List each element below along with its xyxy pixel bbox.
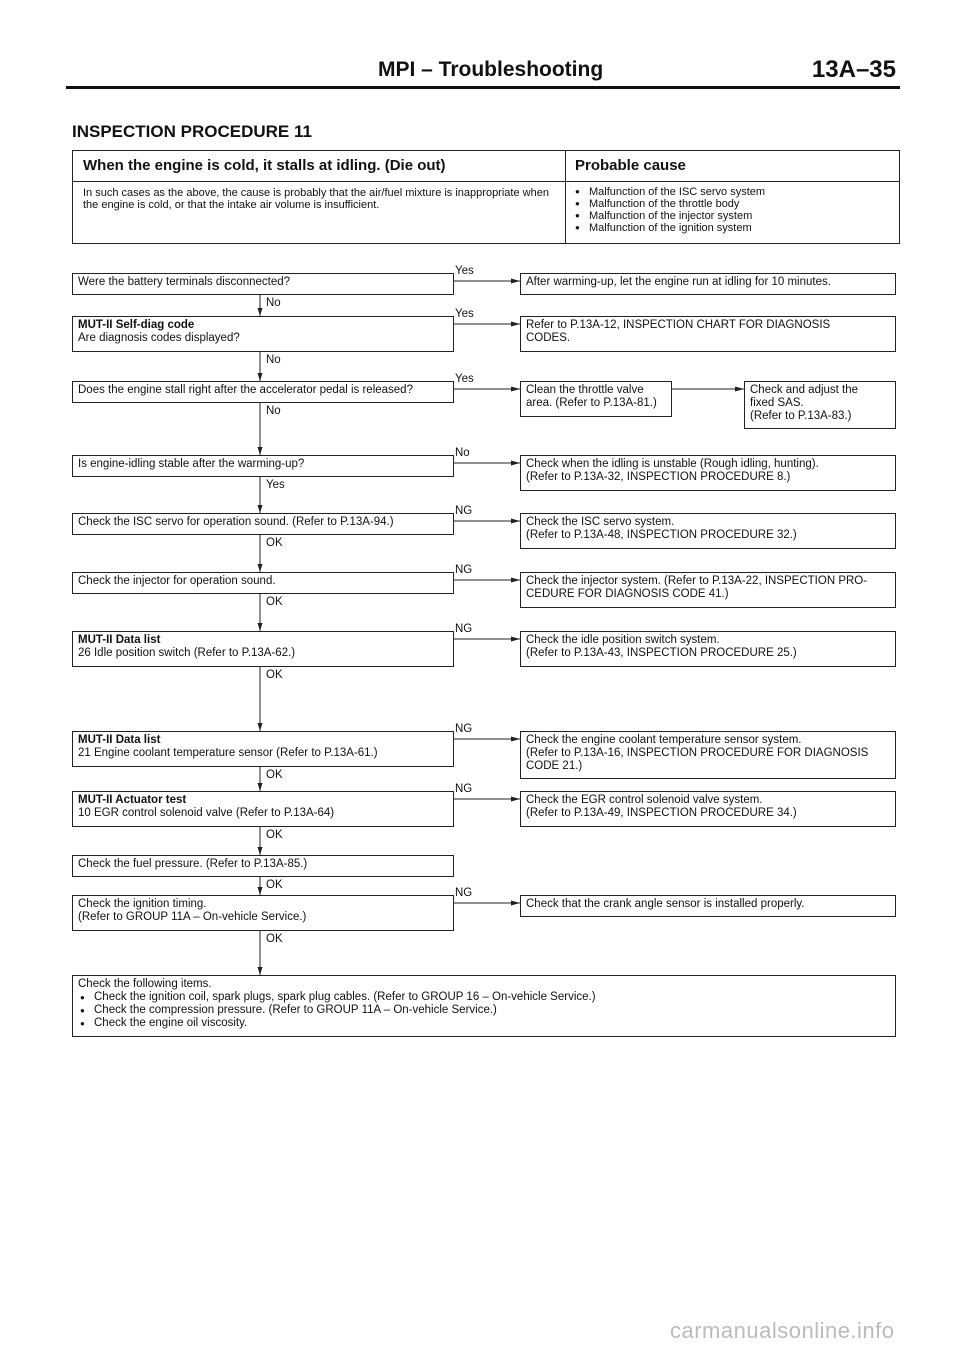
- final-check-item: ● Check the engine oil viscosity.: [78, 1017, 890, 1030]
- branch-arrowhead: [511, 519, 520, 524]
- down-label: OK: [266, 537, 283, 549]
- down-arrowhead: [258, 887, 263, 895]
- result-box-line: CEDURE FOR DIAGNOSIS CODE 41.): [526, 588, 729, 600]
- branch-label: NG: [455, 783, 473, 795]
- down-arrowhead: [258, 783, 263, 791]
- down-arrowhead: [258, 847, 263, 855]
- branch-label: NG: [455, 887, 473, 899]
- down-label: Yes: [266, 479, 285, 491]
- step-box-line: 26 Idle position switch (Refer to P.13A-62.): [78, 647, 296, 659]
- down-arrowhead: [258, 373, 263, 381]
- down-arrowhead: [258, 723, 263, 731]
- branch-label: Yes: [455, 308, 474, 320]
- down-label: No: [266, 405, 281, 417]
- down-label: OK: [266, 596, 283, 608]
- probable-cause-item: ● Malfunction of the injector system: [573, 210, 893, 222]
- down-arrowhead: [258, 623, 263, 631]
- result-box-line: Refer to P.13A-12, INSPECTION CHART FOR DIAGNOSIS: [526, 319, 831, 331]
- result-box-line: (Refer to P.13A-16, INSPECTION PROCEDURE FOR DIAGNOSIS: [526, 747, 869, 759]
- result-box-line: Check when the idling is unstable (Rough idling, hunting).: [526, 458, 819, 470]
- result-box-line: Clean the throttle valve: [526, 384, 644, 396]
- down-label: OK: [266, 879, 283, 891]
- branch-label: NG: [455, 623, 473, 635]
- probable-cause-title: Probable cause: [575, 157, 686, 174]
- branch-arrowhead: [511, 322, 520, 327]
- step-box-line: MUT-II Data list: [78, 634, 161, 646]
- down-label: No: [266, 354, 281, 366]
- step-box-line: Are diagnosis codes displayed?: [78, 332, 240, 344]
- symptom-description: In such cases as the above, the cause is probably that the air/fuel mixture is inappropriate when the engine is cold, or that the intake air volume is insufficient.: [83, 187, 549, 211]
- final-check-item: ● Check the ignition coil, spark plugs, spark plug cables. (Refer to GROUP 16 – On-vehicle Service.): [78, 991, 890, 1004]
- result-box-line: (Refer to P.13A-32, INSPECTION PROCEDURE 8.): [526, 471, 791, 483]
- followup-arrowhead: [735, 387, 744, 392]
- step-box-line: Is engine-idling stable after the warming-up?: [78, 458, 305, 470]
- result-box-line: area. (Refer to P.13A-81.): [526, 397, 657, 409]
- step-box-line: MUT-II Data list: [78, 734, 161, 746]
- step-box-line: (Refer to GROUP 11A – On-vehicle Service.): [78, 911, 307, 923]
- down-arrowhead: [258, 447, 263, 455]
- branch-label: NG: [455, 505, 473, 517]
- followup-box-line: (Refer to P.13A-83.): [750, 410, 852, 422]
- branch-arrowhead: [511, 901, 520, 906]
- step-box-line: Check the fuel pressure. (Refer to P.13A-85.): [78, 858, 308, 870]
- final-check-title: Check the following items.: [78, 978, 212, 990]
- probable-cause-item: ● Malfunction of the ISC servo system: [573, 186, 893, 198]
- result-box-line: Check the engine coolant temperature sensor system.: [526, 734, 802, 746]
- branch-arrowhead: [511, 279, 520, 284]
- branch-arrowhead: [511, 797, 520, 802]
- branch-label: Yes: [455, 373, 474, 385]
- down-arrowhead: [258, 967, 263, 975]
- result-box-line: (Refer to P.13A-49, INSPECTION PROCEDURE 34.): [526, 807, 797, 819]
- result-box-line: Check the EGR control solenoid valve system.: [526, 794, 763, 806]
- result-box-line: After warming-up, let the engine run at idling for 10 minutes.: [526, 276, 831, 288]
- branch-label: NG: [455, 564, 473, 576]
- result-box-line: Check the idle position switch system.: [526, 634, 720, 646]
- header-title: MPI – Troubleshooting: [378, 58, 604, 81]
- probable-cause-item: ● Malfunction of the throttle body: [573, 198, 893, 210]
- step-box-line: Check the ISC servo for operation sound. (Refer to P.13A-94.): [78, 516, 394, 528]
- followup-box-line: Check and adjust the: [750, 384, 859, 396]
- procedure-title: INSPECTION PROCEDURE 11: [72, 122, 312, 141]
- branch-label: No: [455, 447, 470, 459]
- down-label: No: [266, 297, 281, 309]
- result-box-line: CODE 21.): [526, 760, 583, 772]
- result-box-line: Check that the crank angle sensor is installed properly.: [526, 898, 805, 910]
- page-number: 13A–35: [811, 56, 896, 83]
- down-arrowhead: [258, 308, 263, 316]
- branch-arrowhead: [511, 461, 520, 466]
- down-label: OK: [266, 669, 283, 681]
- branch-label: Yes: [455, 265, 474, 277]
- result-box-line: CODES.: [526, 332, 571, 344]
- step-box-line: 10 EGR control solenoid valve (Refer to P.13A-64): [78, 807, 335, 819]
- result-box-line: (Refer to P.13A-43, INSPECTION PROCEDURE 25.): [526, 647, 797, 659]
- followup-box-line: fixed SAS.: [750, 397, 804, 409]
- branch-label: NG: [455, 723, 473, 735]
- down-arrowhead: [258, 564, 263, 572]
- step-box-line: 21 Engine coolant temperature sensor (Refer to P.13A-61.): [78, 747, 378, 759]
- result-box-line: Check the ISC servo system.: [526, 516, 675, 528]
- branch-arrowhead: [511, 578, 520, 583]
- step-box-line: Were the battery terminals disconnected?: [78, 276, 291, 288]
- down-arrowhead: [258, 505, 263, 513]
- down-label: OK: [266, 933, 283, 945]
- branch-arrowhead: [511, 387, 520, 392]
- result-box-line: Check the injector system. (Refer to P.13A-22, INSPECTION PRO-: [526, 575, 868, 587]
- final-check-item: ● Check the compression pressure. (Refer to GROUP 11A – On-vehicle Service.): [78, 1004, 890, 1017]
- branch-arrowhead: [511, 737, 520, 742]
- step-box-line: Check the ignition timing.: [78, 898, 207, 910]
- step-box-line: Check the injector for operation sound.: [78, 575, 276, 587]
- step-box-line: MUT-II Self-diag code: [78, 319, 195, 331]
- symptom-title: When the engine is cold, it stalls at idling. (Die out): [83, 157, 446, 174]
- step-box-line: Does the engine stall right after the accelerator pedal is released?: [78, 384, 413, 396]
- step-box-line: MUT-II Actuator test: [78, 794, 187, 806]
- result-box-line: (Refer to P.13A-48, INSPECTION PROCEDURE 32.): [526, 529, 797, 541]
- down-label: OK: [266, 829, 283, 841]
- probable-cause-item: ● Malfunction of the ignition system: [573, 222, 893, 234]
- watermark: carmanualsonline.info: [670, 1318, 895, 1343]
- down-label: OK: [266, 769, 283, 781]
- branch-arrowhead: [511, 637, 520, 642]
